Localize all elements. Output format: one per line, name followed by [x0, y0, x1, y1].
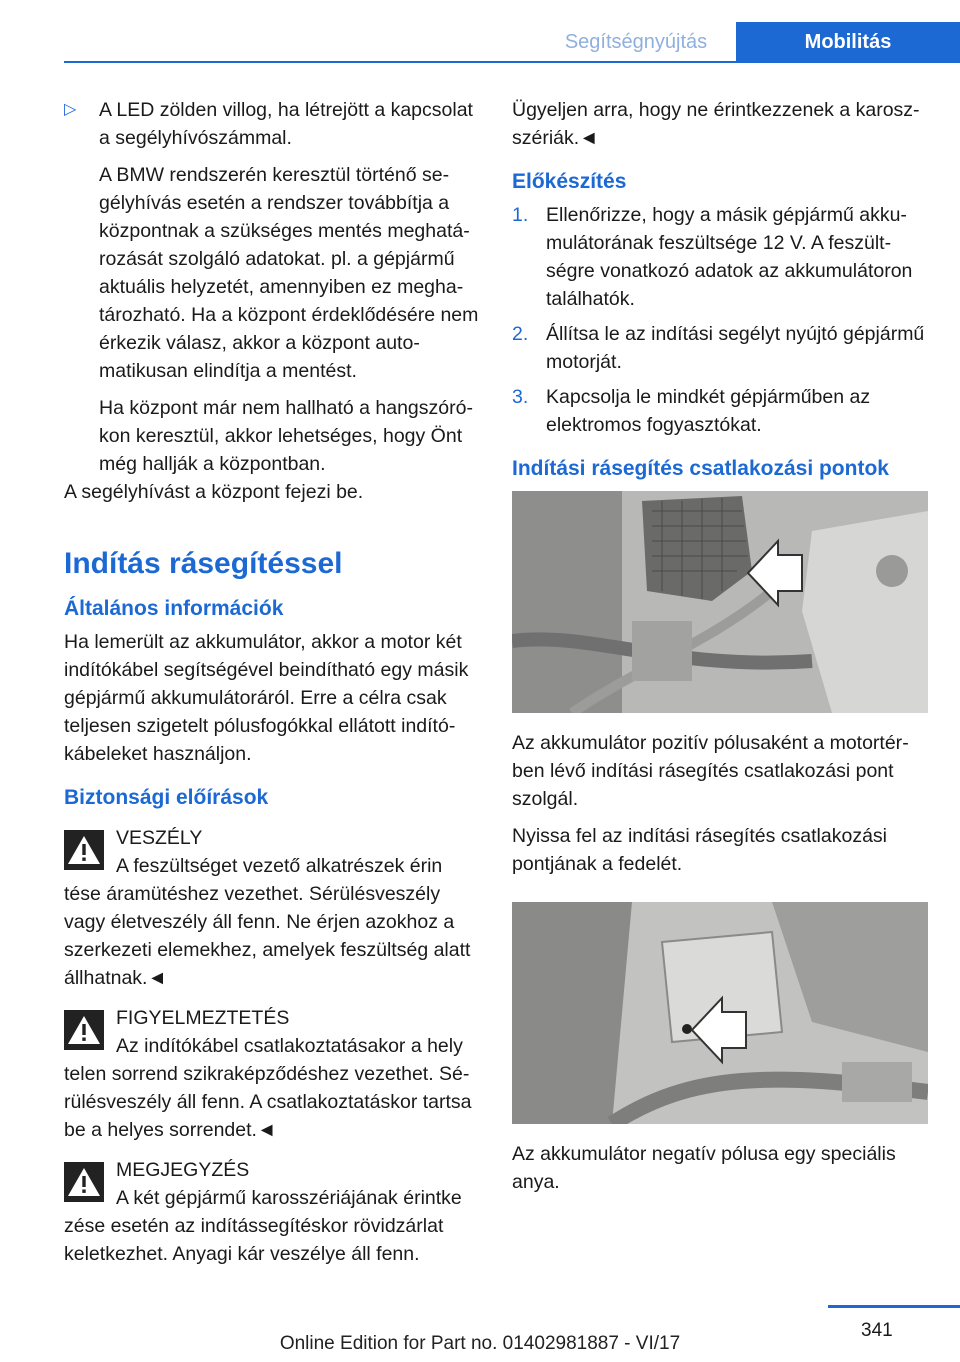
paragraph-end-call: A segélyhívást a központ fejezi be. [64, 481, 364, 503]
warning-triangle-icon [64, 1004, 116, 1060]
safety-heading: Biztonsági előírások [64, 786, 269, 809]
general-info-heading: Általános információk [64, 597, 284, 620]
edition-footer: Online Edition for Part no. 01402981887 - VI/17 [279, 1333, 681, 1354]
bullet-item [64, 96, 480, 152]
step-text: Állítsa le az indítási segélyt nyújtó gépjármű motorját. [546, 323, 925, 373]
caption-open-cover: Nyissa fel az indítási rásegítés csatlakozási pontjának a fedelét. [512, 825, 887, 875]
note-end-text: Ügyeljen arra, hogy ne érintkezzenek a karoszszériák.◄ [512, 99, 920, 149]
warning-danger [64, 824, 480, 992]
step-item [512, 383, 928, 439]
warning-label: VESZÉLY [116, 827, 203, 849]
right-column [512, 96, 928, 1196]
caption-negative: Az akkumulátor negatív pólusa egy speciális anya. [512, 1143, 896, 1193]
warning-triangle-icon [64, 824, 116, 880]
warning-notice [64, 1156, 480, 1268]
engine-bay-positive-photo [512, 491, 928, 713]
tab-segitsegnyujtas[interactable]: Segítségnyújtás [536, 22, 736, 62]
warning-label: MEGJEGYZÉS [116, 1159, 250, 1181]
chapter-tabs [536, 22, 960, 62]
paragraph-speaker: Ha központ már nem hallható a hangszórókon keresztül, akkor lehetséges, hogy Önt még hallják a központban. [99, 397, 473, 475]
connection-points-heading: Indítási rásegítés csatlakozási pontok [512, 457, 889, 480]
page-number: 341 [861, 1320, 893, 1341]
warning-triangle-icon [64, 1156, 116, 1212]
warning-label: FIGYELMEZTETÉS [116, 1007, 290, 1029]
footer-rule [828, 1305, 960, 1308]
warning-first-line: A feszültséget vezető alkatrészek érin [116, 855, 443, 877]
warning-first-line: A két gépjármű karosszériájának érintke [116, 1187, 462, 1209]
general-info-text: Ha lemerült az akkumulátor, akkor a motor két indítókábel segítségével beindítható egy másik gépjármű akkumulátoráról. Erre a célra csak teljesen szigetelt pólusfogókkal ellátott indítókábeleket használjon. [64, 631, 469, 765]
step-item [512, 320, 928, 376]
engine-bay-negative-photo [512, 902, 928, 1124]
step-text: Kapcsolja le mindkét gépjárműben az elektromos fogyasztókat. [546, 386, 871, 436]
warning-text: zése esetén az indítássegítéskor rövidzárlat keletkezhet. Anyagi kár veszélye áll fenn. [64, 1215, 444, 1265]
step-number: 1. [512, 204, 529, 226]
warning-text: telen sorrend szikraképződéshez vezethet. Sérülésveszély áll fenn. A csatlakoztatáskor tartsa be a helyes sorrendet.◄ [64, 1063, 472, 1141]
step-number: 3. [512, 386, 529, 408]
preparation-heading: Előkészítés [512, 170, 627, 193]
preparation-steps [512, 201, 928, 439]
step-number: 2. [512, 323, 529, 345]
step-item [512, 201, 928, 313]
caption-positive: Az akkumulátor pozitív pólusaként a motortérben lévő indítási rásegítés csatlakozási pont szolgál. [512, 732, 909, 810]
header-rule [64, 61, 960, 63]
warning-first-line: Az indítókábel csatlakoztatásakor a hely [116, 1035, 463, 1057]
tab-mobilitas[interactable]: Mobilitás [736, 22, 960, 62]
bullet-text: A LED zölden villog, ha létrejött a kapcsolat a segélyhívószámmal. [99, 99, 473, 149]
paragraph-bmw-call: A BMW rendszerén keresztül történő segélyhívás esetén a rendszer továbbítja a központnak a szükséges mentés meghatározását szolgáló adatokat. pl. a gépjármű aktuális helyzetét, amennyiben ez meghatározható. Ha a központ érdeklődésére nem érkezik válasz, akkor a központ automatikusan elindítja a mentést. [99, 164, 479, 382]
left-column [64, 96, 480, 1268]
bullet-triangle-icon: ▷ [64, 101, 77, 118]
warning-caution [64, 1004, 480, 1144]
warning-text: tése áramütéshez vezethet. Sérülésveszély vagy életveszély áll fenn. Ne érjen azokhoz a szerkezeti elemekhez, amelyek feszültség alatt állhatnak.◄ [64, 883, 471, 989]
step-text: Ellenőrizze, hogy a másik gépjármű akkumulátorának feszültsége 12 V. A feszültségre vonatkozó adatok az akkumulátoron találhatók. [546, 204, 913, 310]
section-title: Indítás rásegítéssel [64, 547, 343, 580]
